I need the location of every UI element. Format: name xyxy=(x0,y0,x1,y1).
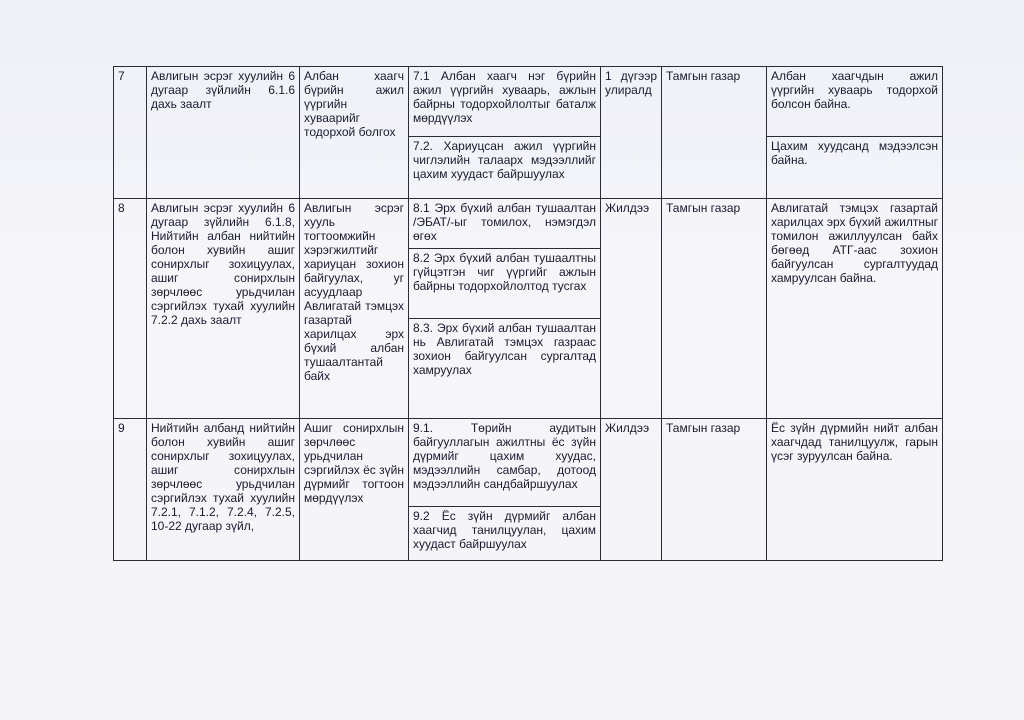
goal-cell: Авлигын эсрэг хууль тогтоомжийн хэрэгжилтийг хариуцан зохион байгуулах, уг асуудлаар Авлигатай тэмцэх газартай харилцах эрх бүхий албан тушаалтантай байх xyxy=(300,199,409,419)
action-item: 8.2 Эрх бүхий албан тушаалтны гүйцэтгэн чиг үүргийг ажлын байрны тодорхойлолтод тусгах xyxy=(409,249,601,319)
action-plan-table xyxy=(113,66,943,561)
action-item: 9.1. Төрийн аудитын байгууллагын ажилтны ёс зүйн дүрмийг цахим хуудас, мэдээллийн самбар, дотоод мэдээллийн сандбайршуулах xyxy=(409,419,601,507)
result-item: Албан хаагчдын ажил үүргийн хуваарь тодорхой болсон байна. xyxy=(767,67,943,137)
result-item: Цахим хуудсанд мэдээлсэн байна. xyxy=(767,137,943,199)
row-number: 8 xyxy=(114,199,147,419)
table-row xyxy=(114,67,943,137)
action-item: 7.2. Хариуцсан ажил үүргийн чиглэлийн талаарх мэдээллийг цахим хуудаст байршуулах xyxy=(409,137,601,199)
timing-cell: Жилдээ xyxy=(601,419,662,561)
action-item: 8.1 Эрх бүхий албан тушаалтан /ЭБАТ/-ыг томилох, нэмэгдэл өгөх xyxy=(409,199,601,249)
result-item: Ёс зүйн дүрмийн нийт албан хаагчдад танилцуулж, гарын үсэг зуруулсан байна. xyxy=(767,419,943,561)
law-reference: Нийтийн албанд нийтийн болон хувийн ашиг сонирхлыг зохицуулах, ашиг сонирхлын зөрчлөөс урьдчилан сэргийлэх тухай хуулийн 7.2.1, 7.1.2, 7.2.4, 7.2.5, 10-22 дугаар зүйл, xyxy=(147,419,300,561)
result-item: Авлигатай тэмцэх газартай харилцах эрх бүхий ажилтныг томилон ажиллуулсан байх бөгөөд АТГ-аас зохион байгуулсан сургалтуудад хамруулсан байна. xyxy=(767,199,943,419)
action-item: 8.3. Эрх бүхий албан тушаалтан нь Авлигатай тэмцэх газраас зохион байгуулсан сургалтад хамруулах xyxy=(409,319,601,419)
row-number: 9 xyxy=(114,419,147,561)
responsible-cell: Тамгын газар xyxy=(662,67,767,199)
row-number: 7 xyxy=(114,67,147,199)
responsible-cell: Тамгын газар xyxy=(662,199,767,419)
table-row xyxy=(114,419,943,507)
law-reference: Авлигын эсрэг хуулийн 6 дугаар зүйлийн 6.1.8, Нийтийн албан нийтийн болон хувийн ашиг сонирхлыг зохицуулах, ашиг сонирхлын зөрчлөөс урьдчилан сэргийлэх тухай хуулийн 7.2.2 дахь заалт xyxy=(147,199,300,419)
goal-cell: Албан хаагч бүрийн ажил үүргийн хуваарийг тодорхой болгох xyxy=(300,67,409,199)
timing-cell: 1 дүгээр улиралд xyxy=(601,67,662,199)
law-reference: Авлигын эсрэг хуулийн 6 дугаар зүйлийн 6.1.6 дахь заалт xyxy=(147,67,300,199)
action-item: 7.1 Албан хаагч нэг бүрийн ажил үүргийн хуваарь, ажлын байрны тодорхойлолтыг баталж мөрдүүлэх xyxy=(409,67,601,137)
timing-cell: Жилдээ xyxy=(601,199,662,419)
responsible-cell: Тамгын газар xyxy=(662,419,767,561)
table-row xyxy=(114,199,943,249)
goal-cell: Ашиг сонирхлын зөрчлөөс урьдчилан сэргийлэх ёс зүйн дүрмийг тогтоон мөрдүүлэх xyxy=(300,419,409,561)
action-item: 9.2 Ёс зүйн дүрмийг албан хаагчид танилцуулан, цахим хуудаст байршуулах xyxy=(409,507,601,561)
